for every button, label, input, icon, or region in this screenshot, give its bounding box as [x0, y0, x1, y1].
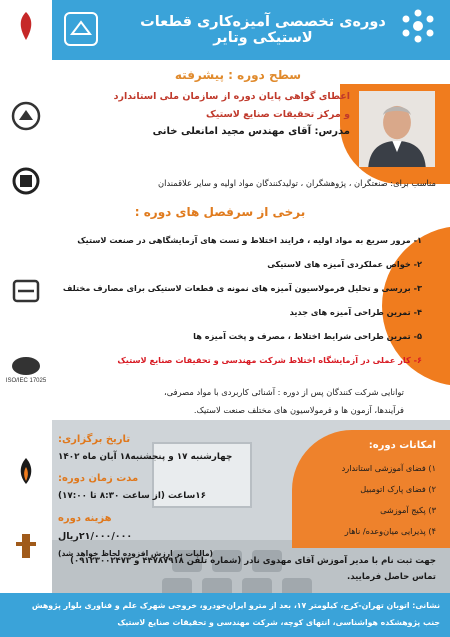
list-item: ۵- تمرین طراحی شرایط اختلاط ، مصرف و پخت آمیزه ها [193, 331, 422, 341]
certificate-line: اعطای گواهی پایان دوره از سازمان ملی استاندارد [113, 91, 350, 102]
duration-value: ۱۶ساعت (از ساعت ۸:۳۰ تا ۱۷:۰۰) [58, 491, 206, 501]
footer-bar [0, 593, 450, 637]
teacher-photo [356, 88, 438, 170]
page-title: دوره‌ی تخصصی آمیزه‌کاری قطعات لاستیکی وتایر [140, 14, 386, 46]
topics-heading: برخی از سرفصل های دوره : [134, 205, 306, 219]
list-item: ۴- تمرین طراحی آمیزه های جدید [289, 307, 422, 317]
signup-info [66, 553, 436, 585]
header-bar [0, 0, 450, 60]
fee-value: ۲۱/۰۰۰/۰۰۰ریال [58, 531, 133, 542]
svg-text:ISO/IEC 17025: ISO/IEC 17025 [5, 378, 47, 384]
outcome-text [74, 383, 404, 419]
institute-logo-icon [392, 4, 444, 52]
list-item: ۶- کار عملی در آزمایشگاه اختلاط شرکت مهندسی و تحقیقات صنایع لاستیک [117, 355, 422, 365]
list-item: ۲) فضای پارک اتومبیل [360, 484, 436, 494]
course-level: سطح دوره : پیشرفته [174, 68, 302, 82]
standard-seal-icon [8, 100, 44, 132]
list-item: ۳- بررسی و تحلیل فرمولاسیون آمیزه های نمونه ی قطعات لاستیکی برای مصارف مختلف [62, 283, 422, 293]
teacher-name: مدرس: آقای مهندس مجید امانعلی خانی [152, 126, 350, 137]
date-heading: تاریخ برگزاری: [58, 434, 131, 445]
list-item: ۱- مرور سریع به مواد اولیه ، فرایند اختلاط و تست های آزمایشگاهی در صنعت لاستیک [77, 235, 422, 245]
signup-line: تماس حاصل فرمایید. [347, 572, 436, 582]
tree-logo-icon [8, 530, 44, 562]
iran-emblem-icon [8, 10, 44, 42]
address-text [10, 597, 440, 631]
recycle-logo-icon [8, 165, 44, 197]
audience-text: مناسب برای: صنعتگران ، پژوهشگران ، تولیدکنندگان مواد اولیه و سایر علاقمندان [158, 178, 436, 188]
list-item: ۳) پکیج آموزشی [380, 505, 436, 515]
outcome-line: توانایی شرکت کنندگان پس از دوره : آشنائی کاربردی با مواد مصرفی، [164, 387, 404, 397]
certificate-line: و مرکز تحقیقات صنایع لاستیک [205, 109, 350, 120]
certificate-info [100, 88, 350, 124]
standard-logo-icon [64, 12, 98, 46]
date-value: چهارشنبه ۱۷ و پنجشنبه۱۸ آبان ماه ۱۴۰۲ [58, 452, 233, 462]
fee-note: (مالیات بر ارزش افزوده لحاظ خواهد شد) [58, 549, 213, 558]
list-item: ۲- خواص عملکردی آمیزه های لاستیکی [267, 259, 422, 269]
duration-heading: مدت زمان دوره: [58, 473, 139, 484]
iso-logo-icon [5, 352, 47, 384]
address-line: نشانی: اتوبان تهران-کرج، کیلومتر ۱۷، بعد از مترو ایران‌خودرو، خروجی شهرک علم و فناوری بلوار پژوهش [31, 601, 440, 610]
topic-list [62, 228, 422, 372]
outcome-line: فرآیندها، آزمون ها و فرمولاسیون های مختلف صنعت لاستیک. [193, 405, 404, 415]
facilities-list [286, 458, 436, 542]
fire-logo-icon [8, 455, 44, 487]
list-item: ۴) پذیرایی میان‌وعده/ ناهار [344, 526, 436, 536]
signup-line: جهت ثبت نام با مدیر آموزش آقای مهدوی نادر (شماره تلفن ۴۴۷۸۷۹۱۸ و ۰۹۱۲۳۰۰۲۴۷۳) [70, 556, 436, 566]
address-line: جنب پژوهشکده هواشناسی، انتهای کوچه، شرکت مهندسی و تحقیقات صنایع لاستیک [117, 618, 440, 627]
facilities-heading: امکانات دوره: [368, 440, 436, 451]
sidebar-logos [0, 0, 52, 637]
fee-heading: هزینه دوره [58, 513, 112, 524]
list-item: ۱) فضای آموزشی استاندارد [341, 463, 436, 473]
tire-logo-icon [8, 275, 44, 307]
